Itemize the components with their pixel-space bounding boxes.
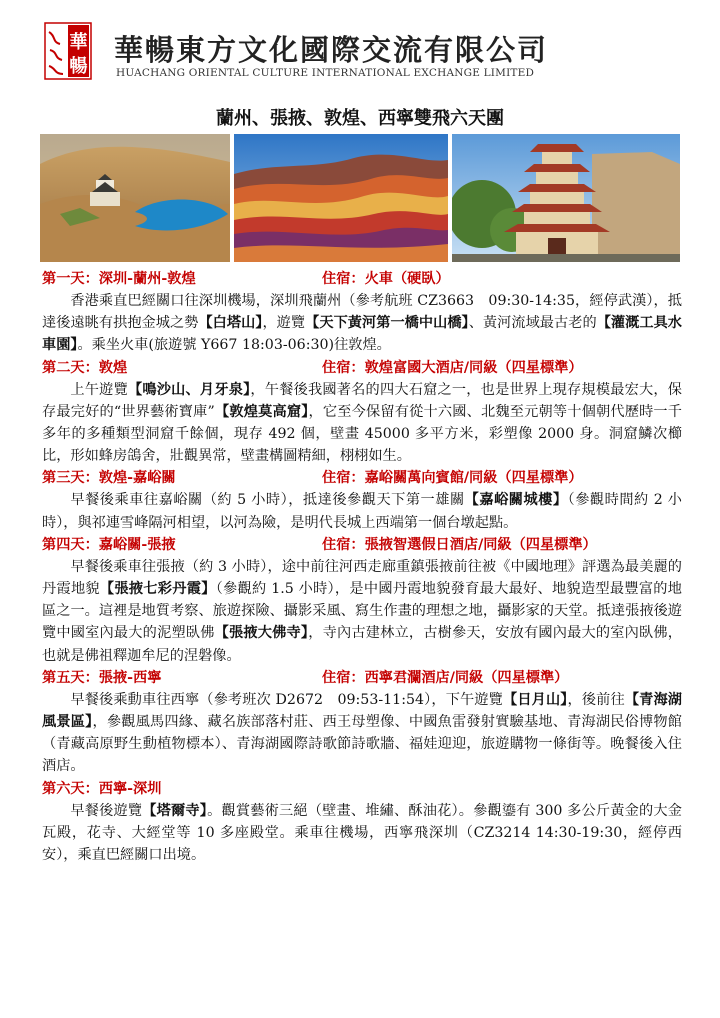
attraction-name: 【天下黃河第一橋中山橋】 [305, 315, 469, 332]
day-label: 第一天：深圳-蘭州-敦煌 [42, 271, 196, 287]
description-text: 早餐後乘車往張掖（約 3 小時），途中前往河西走廊重鎮張掖前往被《中國地理》評選為最美麗的丹霞地貌 [42, 558, 682, 598]
itinerary [42, 268, 682, 866]
accommodation-label: 住宿：張掖智選假日酒店/同級（四星標準） [322, 536, 597, 553]
description-text: 。觀賞藝術三絕（壁畫、堆繡、酥油花）。參觀鎏有 300 多公斤黃金的大金瓦殿，花寺、大經堂等 10 多座殿堂。乘車往機場，西寧飛深圳（CZ3214 14:30-19:30，經停西安），乘直巴經關口出境。 [42, 802, 682, 864]
description-text: 早餐後乘動車往西寧（參考班次 D2672 09:53-11:54），下午遊覽 [70, 691, 504, 708]
company-header [44, 20, 684, 90]
description-text: ，遊覽 [262, 315, 306, 332]
day-label: 第三天：敦煌-嘉峪關 [42, 470, 176, 487]
accommodation-label: 住宿：火車（硬臥） [322, 271, 450, 287]
company-name-cn: 華暢東方文化國際交流有限公司 [114, 33, 549, 67]
description-text: 香港乘直巴經關口往深圳機場，深圳飛蘭州（參考航班 CZ3663 09:30-14:35，經停武漢），抵達後遠眺有拱抱金城之勢 [42, 293, 682, 332]
description-text: ，後前往 [567, 691, 625, 708]
attraction-name: 【灌溉工具水車園】 [42, 315, 682, 354]
day-heading [42, 778, 682, 800]
company-name-en: HUACHANG ORIENTAL CULTURE INTERNATIONAL EXCHANGE LIMITED [116, 67, 535, 79]
danxia-landform-photo [234, 134, 448, 262]
description-text: （參觀時間約 2 小時），與祁連雪峰隔河相望，以河為險，是明代長城上西端第一個台墩起點。 [42, 492, 682, 531]
attraction-name: 【敦煌莫高窟】 [214, 403, 309, 420]
attraction-name: 【日月山】 [503, 691, 568, 708]
day-description [42, 556, 682, 667]
day-label: 第四天：嘉峪關-張掖 [42, 536, 176, 553]
description-text: 、黃河流域最古老的 [468, 315, 597, 332]
day-heading [42, 268, 682, 290]
day-label: 第二天：敦煌 [42, 359, 128, 376]
description-text: ，它至今保留有從十六國、北魏至元朝等十個朝代歷時一千多年的多種類型洞窟千餘個，現存 492 個，壁畫 45000 多平方米，彩塑像 2000 身。洞窟鱗次櫛比，形如蜂房鴿舍，壯觀異常，壁畫構圖精細，栩栩如生。 [42, 403, 682, 465]
description-text: 。乘坐火車(旅遊號 Y667 18:03-06:30)往敦煌。 [77, 337, 391, 354]
crescent-moon-spring-photo [40, 134, 230, 262]
description-text: （參觀約 1.5 小時），是中國丹霞地貌發育最大最好、地貌造型最豐富的地區之一。這裡是地質考察、旅遊探險、攝影采風、寫生作畫的理想之地，攝影家的天堂。抵達張掖後遊覽中國室內最大的泥塑臥佛 [42, 581, 682, 642]
description-text: 上午遊覽 [70, 381, 128, 398]
description-text: ，午餐後我國著名的四大石窟之一，也是世界上現存規模最宏大，保存最完好的“世界藝術寶庫” [42, 381, 682, 420]
day-description [42, 489, 682, 533]
day-description [42, 800, 682, 867]
day-heading [42, 534, 682, 556]
logo-char-1: 華 [69, 32, 88, 53]
day-heading [42, 667, 682, 689]
attraction-name: 【白塔山】 [198, 315, 263, 332]
description-text: ，寺內古建林立，古樹參天，安放有國內最大的室內臥佛，也就是佛祖釋迦牟尼的涅磐像。 [42, 625, 682, 664]
accommodation-label: 住宿：嘉峪關萬向賓館/同級（四星標準） [322, 470, 583, 487]
day-description [42, 689, 682, 778]
day-label: 第六天：西寧-深圳 [42, 780, 162, 797]
attraction-name: 【張掖七彩丹霞】 [99, 581, 216, 598]
logo-char-2: 暢 [69, 56, 88, 77]
description-text: 早餐後乘車往嘉峪關（約 5 小時），抵達後參觀天下第一雄關 [70, 492, 465, 509]
mogao-caves-pagoda-photo [452, 134, 680, 262]
attraction-name: 【塔爾寺】 [142, 802, 208, 819]
attraction-name: 【青海湖風景區】 [42, 691, 682, 731]
day-description [42, 290, 682, 357]
tour-title: 蘭州、張掖、敦煌、西寧雙飛六天團 [216, 108, 504, 129]
day-heading [42, 467, 682, 489]
attraction-name: 【鳴沙山、月牙泉】 [127, 381, 251, 398]
photo-strip [40, 134, 680, 262]
day-description [42, 379, 682, 468]
attraction-name: 【嘉峪關城樓】 [464, 492, 568, 509]
accommodation-label: 住宿：敦煌富國大酒店/同級（四星標準） [322, 359, 583, 376]
description-text: ，參觀風馬四緣、藏名族部落村莊、西王母塑像、中國魚雷發射實驗基地、青海湖民俗博物館（青藏高原野生動植物標本）、青海湖國際詩歌節詩歌牆、福娃迎迎，旅遊購物一條街等。晚餐後入住酒店。 [42, 714, 682, 775]
company-logo [44, 22, 92, 80]
day-heading [42, 357, 682, 379]
accommodation-label: 住宿：西寧君瀾酒店/同級（四星標準） [322, 669, 569, 686]
day-label: 第五天：張掖-西寧 [42, 669, 162, 686]
attraction-name: 【張掖大佛寺】 [214, 625, 309, 642]
description-text: 早餐後遊覽 [70, 802, 143, 819]
